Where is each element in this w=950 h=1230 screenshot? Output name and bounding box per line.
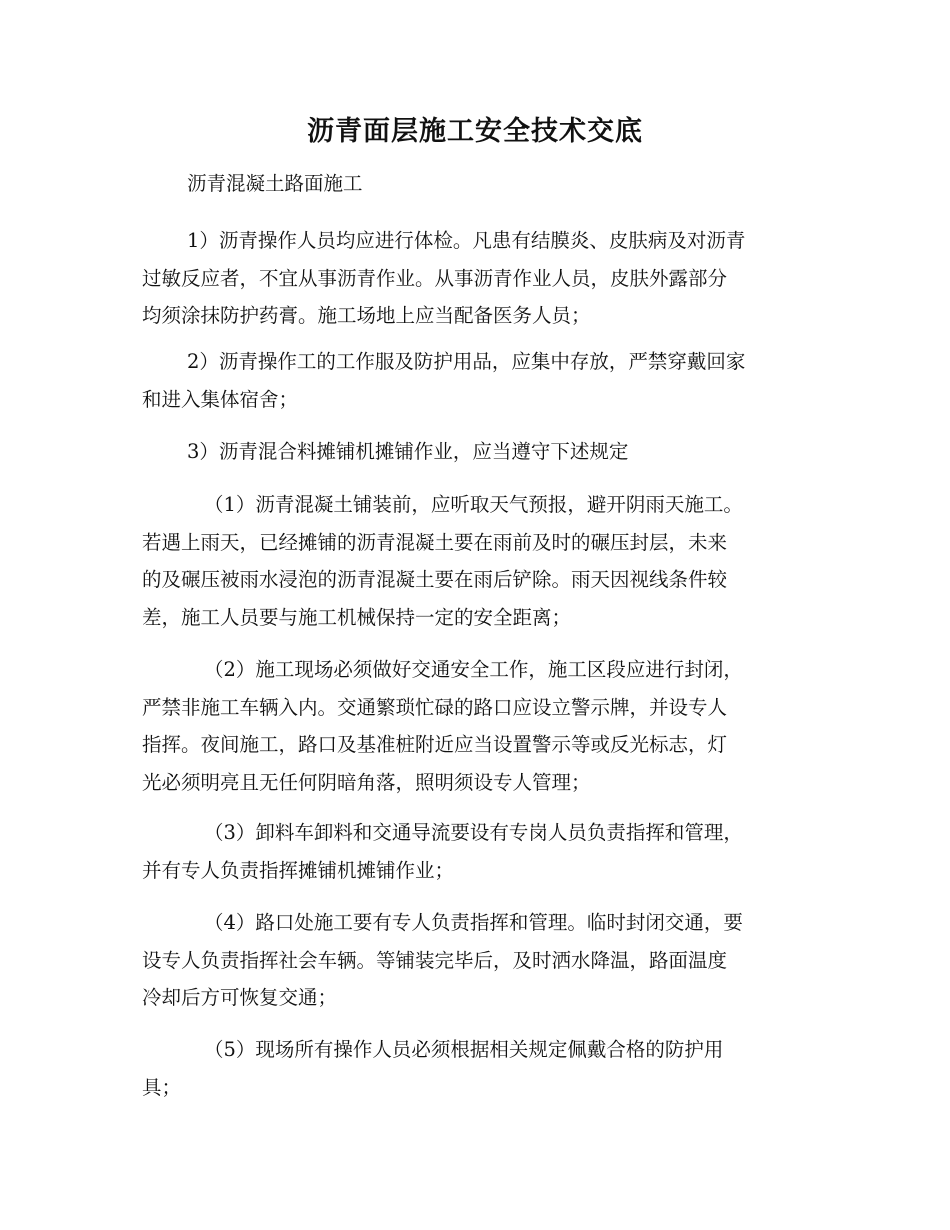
paragraph-line: 过敏反应者，不宜从事沥青作业。从事沥青作业人员，皮肤外露部分 bbox=[142, 266, 728, 290]
paragraph-3 bbox=[142, 433, 812, 471]
paragraph-line: 光必须明亮且无任何阴暗角落，照明须设专人管理； bbox=[142, 770, 591, 794]
paragraph-line: 严禁非施工车辆入内。交通繁琐忙碌的路口应设立警示牌，并设专人 bbox=[142, 695, 728, 719]
paragraph-5 bbox=[142, 651, 812, 801]
paragraph-line: 指挥。夜间施工，路口及基准桩附近应当设置警示等或反光标志，灯 bbox=[142, 733, 728, 756]
paragraph-line: 2）沥青操作工的工作服及防护用品，应集中存放，严禁穿戴回家 bbox=[187, 350, 746, 373]
paragraph-4 bbox=[142, 486, 812, 636]
paragraph-line: （5）现场所有操作人员必须根据相关规定佩戴合格的防护用 bbox=[204, 1038, 724, 1061]
paragraph-8 bbox=[142, 1031, 812, 1106]
paragraph-line: 具； bbox=[142, 1075, 182, 1099]
document-title: 沥青面层施工安全技术交底 bbox=[307, 116, 643, 147]
paragraph-line: 并有专人负责指挥摊铺机摊铺作业； bbox=[142, 858, 455, 882]
paragraph-line: （4）路口处施工要有专人负责指挥和管理。临时封闭交通，要 bbox=[204, 911, 743, 934]
document-subtitle: 沥青混凝土路面施工 bbox=[187, 172, 363, 195]
paragraph-line: 差，施工人员要与施工机械保持一定的安全距离； bbox=[142, 605, 572, 629]
paragraph-line: 1）沥青操作人员均应进行体检。凡患有结膜炎、皮肤病及对沥青 bbox=[187, 229, 746, 252]
paragraph-7 bbox=[142, 904, 812, 1017]
paragraph-line: （1）沥青混凝土铺装前，应听取天气预报，避开阴雨天施工。 bbox=[204, 493, 743, 516]
paragraph-line: 冷却后方可恢复交通； bbox=[142, 986, 338, 1009]
paragraph-line: 3）沥青混合料摊铺机摊铺作业，应当遵守下述规定 bbox=[187, 440, 629, 463]
paragraph-line: 的及碾压被雨水浸泡的沥青混凝土要在雨后铲除。雨天因视线条件较 bbox=[142, 568, 728, 591]
paragraph-line: （2）施工现场必须做好交通安全工作，施工区段应进行封闭， bbox=[204, 658, 743, 681]
paragraph-line: 设专人负责指挥社会车辆。等铺装完毕后，及时洒水降温，路面温度 bbox=[142, 948, 728, 972]
paragraph-line: 和进入集体宿舍； bbox=[142, 387, 299, 411]
paragraph-line: 若遇上雨天，已经摊铺的沥青混凝土要在雨前及时的碾压封层，未来 bbox=[142, 530, 728, 554]
paragraph-6 bbox=[142, 814, 812, 889]
paragraph-line: 均须涂抹防护药膏。施工场地上应当配备医务人员； bbox=[142, 304, 591, 327]
paragraph-1 bbox=[142, 222, 812, 335]
paragraph-2 bbox=[142, 343, 812, 418]
paragraph-line: （3）卸料车卸料和交通导流要设有专岗人员负责指挥和管理， bbox=[204, 821, 743, 844]
